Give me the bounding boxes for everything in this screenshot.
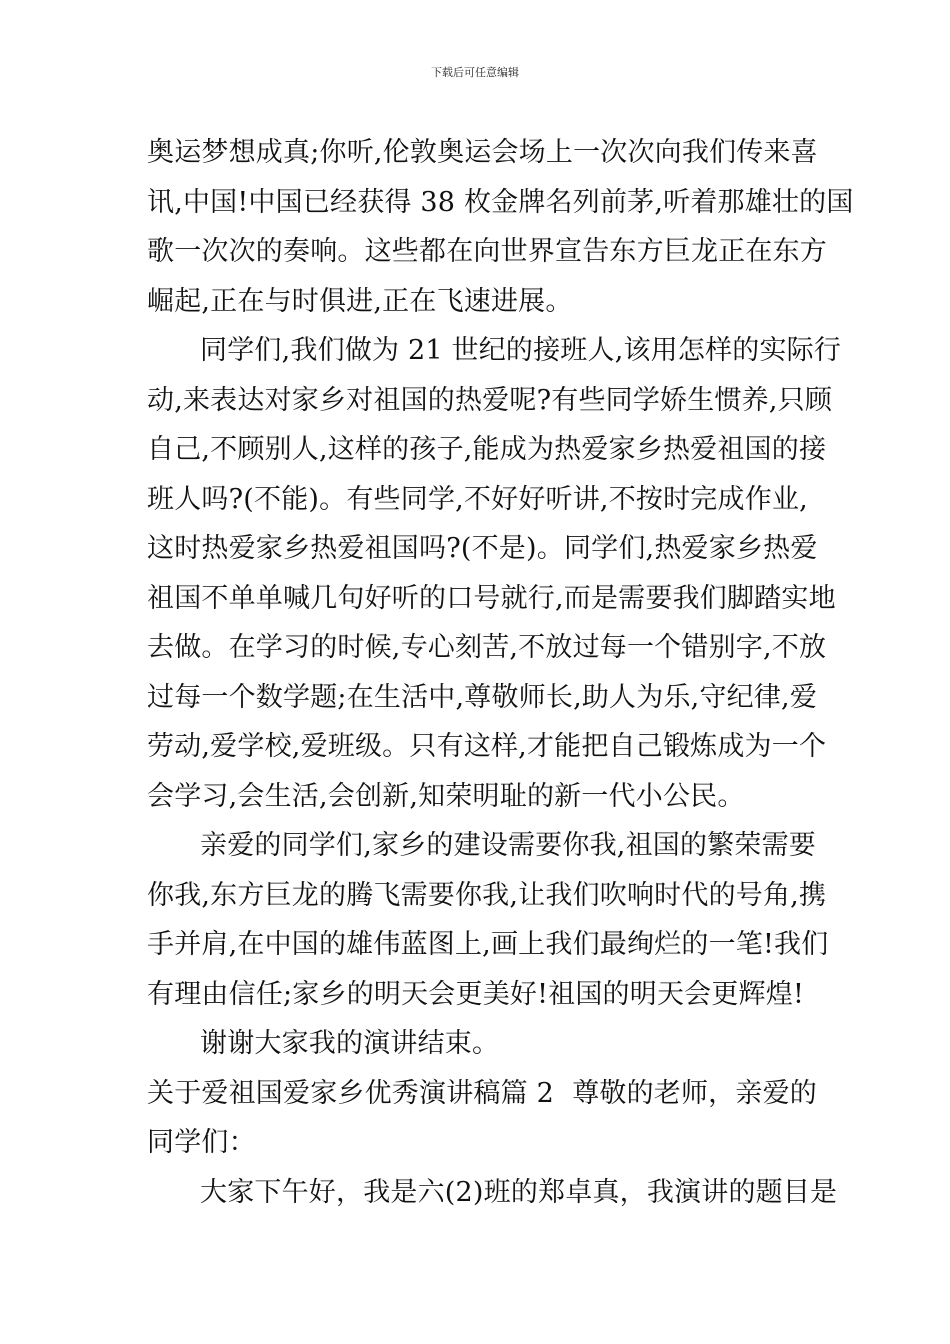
heading-gap	[554, 1069, 572, 1119]
section-title: 关于爱祖国爱家乡优秀演讲稿篇 2	[147, 1077, 554, 1109]
body-line: 讯,中国!中国已经获得 38 枚金牌名列前茅,听着那雄壮的国	[147, 186, 854, 218]
body-line: 去做。在学习的时候,专心刻苦,不放过每一个错别字,不放	[147, 632, 827, 663]
page-header: 下载后可任意编辑	[431, 66, 519, 79]
paragraph-first-line: 亲爱的同学们,家乡的建设需要你我,祖国的繁荣需要	[200, 830, 816, 861]
body-line: 动,来表达对家乡对祖国的热爱呢?有些同学娇生惯养,只顾	[147, 384, 833, 416]
body-line: 奥运梦想成真;你听,伦敦奥运会场上一次次向我们传来喜	[147, 137, 818, 168]
body-line: 班人吗?(不能)。有些同学,不好好听讲,不按时完成作业,	[147, 483, 808, 515]
body-line: 祖国不单单喊几句好听的口号就行,而是需要我们脚踏实地	[147, 582, 836, 614]
paragraph-first-line: 大家下午好，我是六(2)班的郑卓真，我演讲的题目是	[200, 1176, 838, 1208]
body-line: 崛起,正在与时俱进,正在飞速进展。	[147, 285, 573, 317]
body-line: 这时热爱家乡热爱祖国吗?(不是)。同学们,热爱家乡热爱	[147, 533, 818, 564]
body-line: 有理由信任;家乡的明天会更美好!祖国的明天会更辉煌!	[147, 978, 804, 1010]
body-line: 劳动,爱学校,爱班级。只有这样,才能把自己锻炼成为一个	[147, 731, 827, 762]
document-body	[147, 128, 854, 1217]
paragraph-first-line: 同学们,我们做为 21 世纪的接班人,该用怎样的实际行	[200, 335, 842, 366]
body-line: 你我,东方巨龙的腾飞需要你我,让我们吹响时代的号角,携	[147, 879, 827, 911]
greeting-end: 同学们：	[147, 1127, 256, 1158]
section-heading	[147, 1069, 817, 1119]
closing-line: 谢谢大家我的演讲结束。	[200, 1028, 500, 1059]
body-line: 手并肩,在中国的雄伟蓝图上,画上我们最绚烂的一笔!我们	[147, 929, 829, 960]
body-line: 过每一个数学题;在生活中,尊敬师长,助人为乐,守纪律,爱	[147, 681, 818, 713]
body-line: 自己,不顾别人,这样的孩子,能成为热爱家乡热爱祖国的接	[147, 434, 827, 465]
greeting-start: 尊敬的老师，亲爱的	[572, 1077, 817, 1109]
body-line: 会学习,会生活,会创新,知荣明耻的新一代小公民。	[147, 780, 745, 812]
body-line: 歌一次次的奏响。这些都在向世界宣告东方巨龙正在东方	[147, 236, 827, 267]
